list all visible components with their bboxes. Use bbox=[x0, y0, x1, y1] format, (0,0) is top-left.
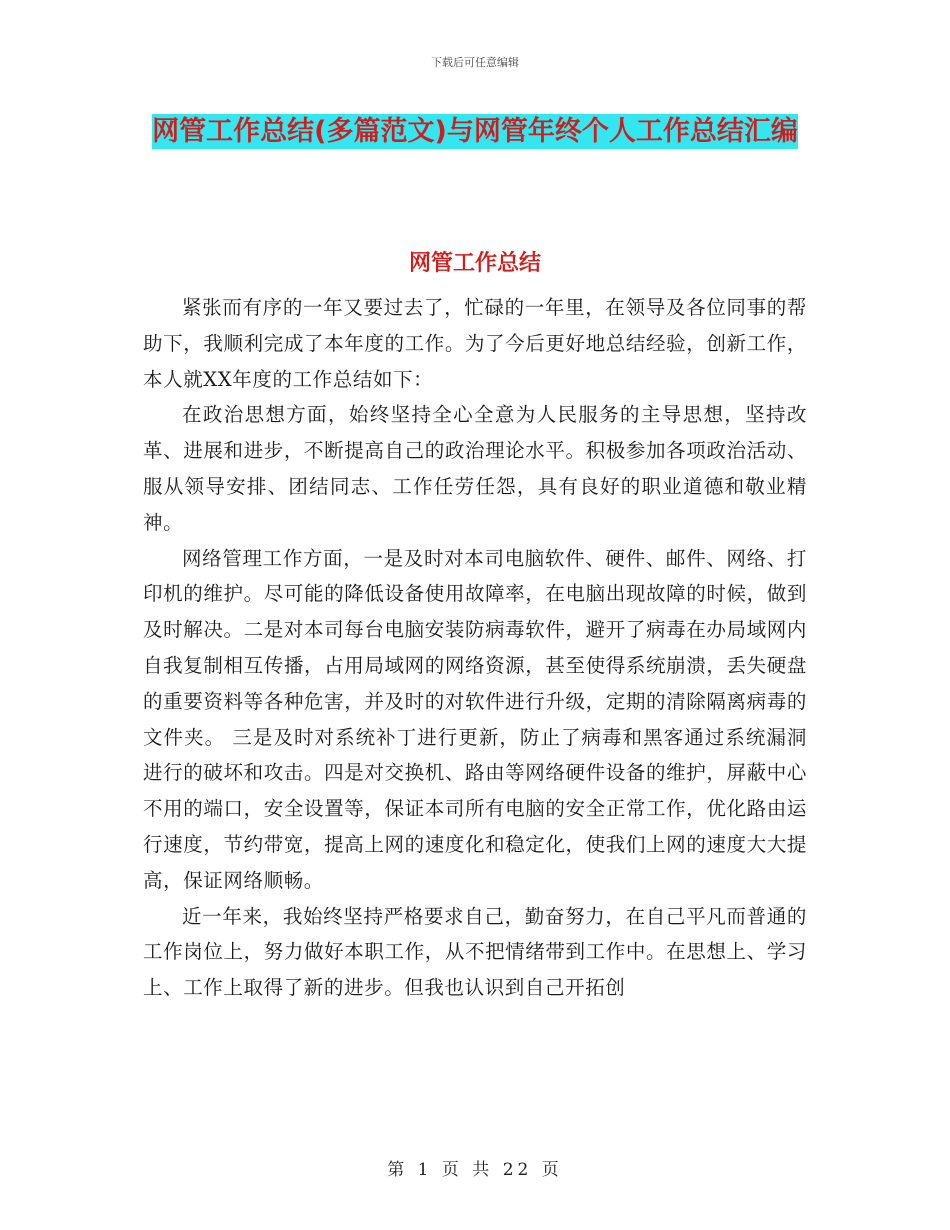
document-body bbox=[143, 290, 807, 1006]
paragraph: 网络管理工作方面，一是及时对本司电脑软件、硬件、邮件、网络、打印机的维护。尽可能的降低设备使用故障率，在电脑出现故障的时候，做到及时解决。二是对本司每台电脑安装防病毒软件，避开了病毒在办局域网内自我复制相互传播，占用局域网的网络资源，甚至使得系统崩溃，丢失硬盘的重要资料等各种危害，并及时的对软件进行升级，定期的清除隔离病毒的文件夹。 三是及时对系统补丁进行更新，防止了病毒和黑客通过系统漏洞进行的破坏和攻击。四是对交换机、路由等网络硬件设备的维护，屏蔽中心不用的端口，安全设置等，保证本司所有电脑的安全正常工作，优化路由运行速度，节约带宽，提高上网的速度化和稳定化，使我们上网的速度大大提高，保证网络顺畅。 bbox=[143, 546, 807, 892]
paragraph: 在政治思想方面，始终坚持全心全意为人民服务的主导思想，坚持改革、进展和进步，不断提高自己的政治理论水平。积极参加各项政治活动、服从领导安排、团结同志、工作任劳任怨，具有良好的职业道德和敬业精神。 bbox=[143, 403, 807, 534]
section-heading: 网管工作总结 bbox=[408, 251, 541, 276]
header-note: 下载后可任意编辑 bbox=[431, 56, 519, 69]
document-title-text: 网管工作总结(多篇范文)与网管年终个人工作总结汇编 bbox=[152, 116, 798, 147]
document-title bbox=[140, 108, 810, 156]
page-number: 第 1 页 共 22 页 bbox=[387, 1160, 563, 1180]
paragraph: 近一年来，我始终坚持严格要求自己，勤奋努力，在自己平凡而普通的工作岗位上，努力做好本职工作，从不把情绪带到工作中。在思想上、学习上、工作上取得了新的进步。但我也认识到自己开拓创 bbox=[143, 904, 807, 1000]
paragraph: 紧张而有序的一年又要过去了，忙碌的一年里，在领导及各位同事的帮助下，我顺利完成了本年度的工作。为了今后更好地总结经验，创新工作，本人就XX年度的工作总结如下： bbox=[143, 296, 807, 391]
